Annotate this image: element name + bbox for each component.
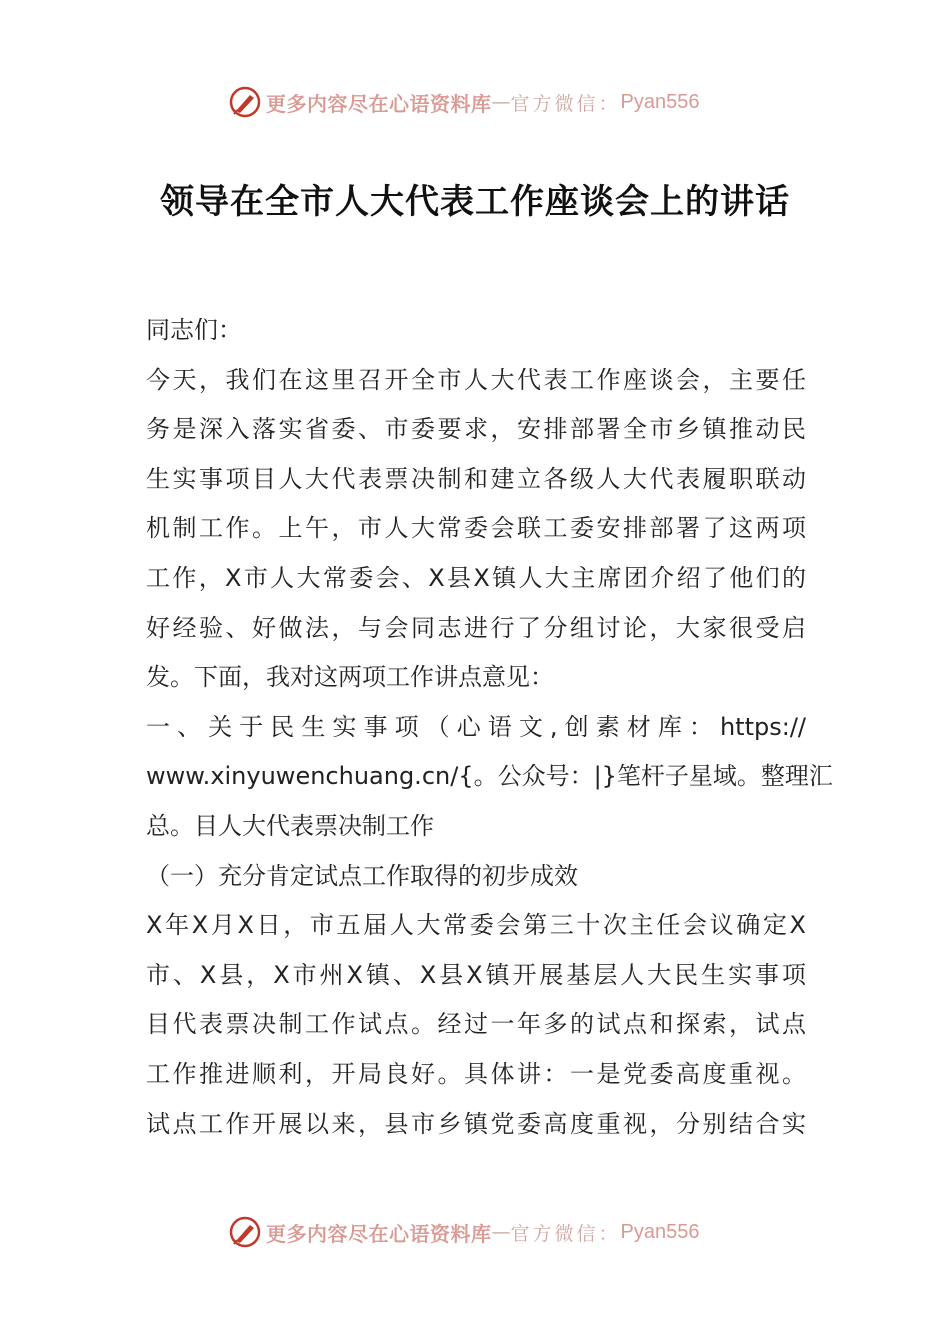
body-line: 今天，我们在这里召开全市人大代表工作座谈会，主要任 — [146, 365, 806, 394]
body-line: 总。目人大代表票决制工作 — [146, 811, 434, 840]
pen-logo-icon — [228, 1215, 262, 1249]
banner-wechat-id: Pyan556 — [620, 1220, 700, 1243]
body-line: 机制工作。上午，市人大常委会联工委安排部署了这两项 — [146, 514, 806, 543]
banner-dash: — — [491, 91, 511, 113]
banner-wechat-id: Pyan556 — [620, 90, 700, 113]
document-title: 领导在全市人大代表工作座谈会上的讲话 — [160, 182, 790, 222]
pen-logo-icon — [228, 85, 262, 119]
body-line: 好经验、好做法，与会同志进行了分组讨论，大家很受启 — [146, 613, 806, 642]
body-line: 工作，X市人大常委会、X县X镇人大主席团介绍了他们的 — [146, 563, 806, 592]
body-line: 同志们： — [146, 316, 242, 344]
footer-watermark-banner — [228, 1212, 699, 1252]
body-line: 生实事项目人大代表票决制和建立各级人大代表履职联动 — [146, 464, 806, 493]
banner-wechat-label: 官方微信： — [510, 92, 621, 115]
body-line: 工作推进顺利，开局良好。具体讲：一是党委高度重视。 — [146, 1059, 806, 1088]
body-line: 试点工作开展以来，县市乡镇党委高度重视，分别结合实 — [146, 1109, 806, 1138]
body-line: 务是深入落实省委、市委要求，安排部署全市乡镇推动民 — [146, 415, 806, 444]
banner-wechat-label: 官方微信： — [510, 1222, 621, 1245]
body-line: www.xinyuwenchuang.cn/{。公众号：|}笔杆子星域。整理汇 — [146, 762, 833, 791]
body-line: 市、X县，X市州X镇、X县X镇开展基层人大民生实事项 — [146, 960, 806, 989]
section-heading: （一）充分肯定试点工作取得的初步成效 — [146, 861, 578, 890]
body-line: X年X月X日，市五届人大常委会第三十次主任会议确定X — [146, 911, 806, 940]
body-line: 一、关于民生实事项（心语文,创素材库：https:// — [146, 712, 806, 741]
banner-main-text: 更多内容尽在心语资料库 — [266, 91, 492, 116]
banner-dash: — — [491, 1221, 511, 1243]
body-line: 发。下面，我对这两项工作讲点意见： — [146, 663, 554, 692]
header-watermark-banner — [228, 82, 699, 122]
banner-main-text: 更多内容尽在心语资料库 — [266, 1221, 492, 1246]
document-body — [146, 306, 833, 1149]
body-line: 目代表票决制工作试点。经过一年多的试点和探索，试点 — [146, 1010, 806, 1039]
